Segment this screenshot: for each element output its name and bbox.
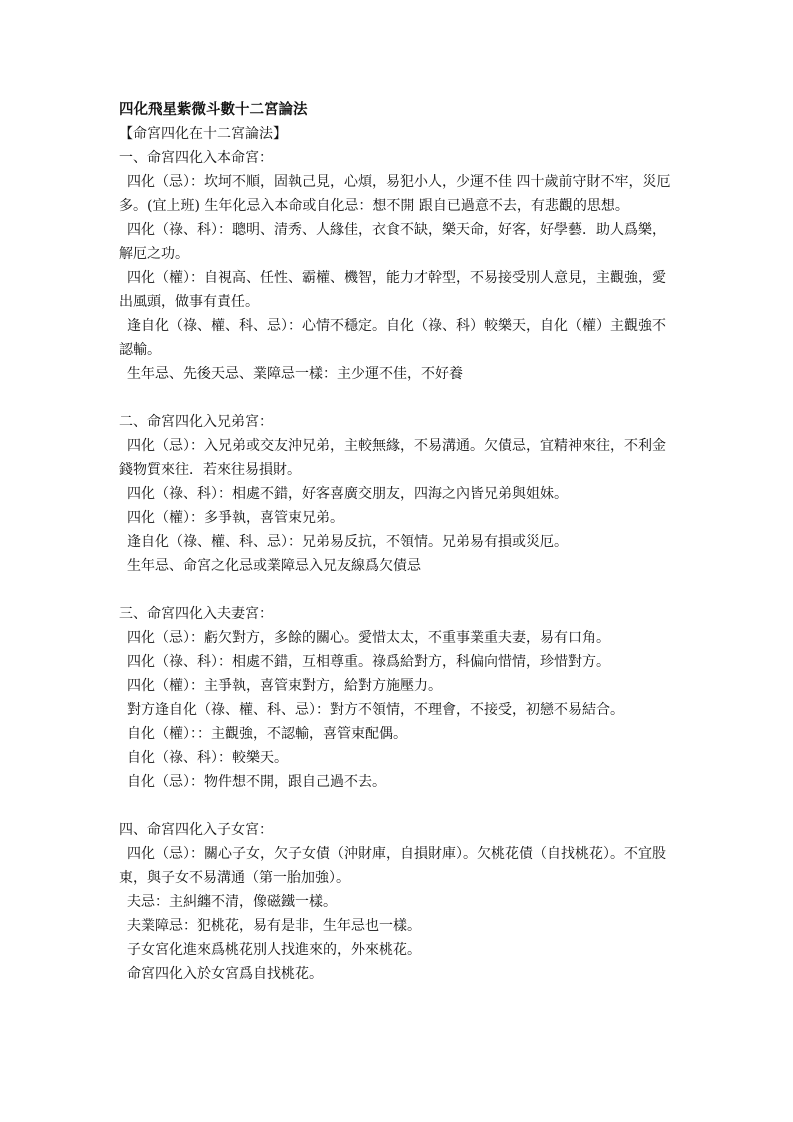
section-2 bbox=[119, 410, 679, 578]
section-paragraph: 四化（祿、科）：聰明、清秀、人緣佳，衣食不缺，樂天命，好客，好學藝．助人爲樂， 解厄之功。 bbox=[119, 222, 666, 262]
section-paragraph: 夫忌：主糾纏不清，像磁鐵一樣。 bbox=[127, 894, 337, 910]
section-paragraph: 四化（忌）：入兄弟或交友沖兄弟，主較無緣，不易溝通。欠債忌，宜精神來往，不利金錢物質來往．若來往易損財。 bbox=[119, 438, 666, 478]
section-paragraph: 四化（權）：自視高、任性、霸權、機智，能力才幹型，不易接受別人意見，主觀強，愛出風頭，做事有責任。 bbox=[119, 270, 666, 310]
section-4 bbox=[119, 818, 679, 986]
section-paragraph: 四化（祿、科）：相處不錯，好客喜廣交朋友，四海之內皆兄弟與姐妹。 bbox=[127, 486, 568, 502]
section-heading: 四、命宮四化入子女宮： bbox=[119, 822, 273, 838]
section-paragraph: 逢自化（祿、權、科、忌）：兄弟易反抗，不領情。兄弟易有損或災厄。 bbox=[127, 534, 568, 550]
section-paragraph: 四化（祿、科）：相處不錯，互相尊重。祿爲給對方，科偏向惜情，珍惜對方。 bbox=[127, 654, 610, 670]
section-paragraph: 自化（祿、科）：較樂天。 bbox=[127, 750, 288, 766]
section-1 bbox=[119, 146, 679, 386]
section-paragraph: 逢自化（祿、權、科、忌）：心情不穩定。自化（祿、科）較樂天，自化（權）主觀強不認輸。 bbox=[119, 318, 666, 358]
section-paragraph: 四化（權）：多爭執，喜管束兄弟。 bbox=[127, 510, 344, 526]
section-paragraph: 自化（權）：：主觀強，不認輸，喜管束配偶。 bbox=[127, 726, 407, 742]
document-body bbox=[119, 98, 679, 986]
section-paragraph: 四化（忌）：關心子女，欠子女債（沖財庫，自損財庫）。欠桃花債（自找桃花）。不宜股東，與子女不易溝通（第一胎加強）。 bbox=[119, 846, 666, 886]
section-paragraph: 四化（權）：主爭執，喜管束對方，給對方施壓力。 bbox=[127, 678, 442, 694]
section-heading: 二、命宮四化入兄弟宮： bbox=[119, 414, 273, 430]
section-heading: 三、命宮四化入夫妻宮： bbox=[119, 606, 273, 622]
section-paragraph: 生年忌、先後天忌、業障忌一樣：主少運不佳，不好養 bbox=[127, 366, 463, 382]
section-paragraph: 生年忌、命宮之化忌或業障忌入兄友線爲欠債忌 bbox=[127, 558, 421, 574]
section-spacer bbox=[119, 794, 679, 818]
section-paragraph: 自化（忌）：物件想不開，跟自己過不去。 bbox=[127, 774, 386, 790]
section-spacer bbox=[119, 578, 679, 602]
section-paragraph: 子女宮化進來爲桃花別人找進來的，外來桃花。 bbox=[127, 942, 421, 958]
section-paragraph: 四化（忌）：虧欠對方，多餘的關心。愛惜太太，不重事業重夫妻，易有口角。 bbox=[127, 630, 610, 646]
section-spacer bbox=[119, 386, 679, 410]
document-subtitle: 【命宮四化在十二宮論法】 bbox=[119, 126, 287, 142]
section-heading: 一、命宮四化入本命宮： bbox=[119, 150, 273, 166]
section-paragraph: 四化（忌）：坎坷不順，固執己見，心煩，易犯小人，少運不佳 四十歲前守財不牢，災厄多。(宜上班) 生年化忌入本命或自化忌：想不開 跟自已過意不去，有悲觀的思想。 bbox=[119, 174, 671, 214]
document-title: 四化飛星紫微斗數十二宮論法 bbox=[119, 101, 308, 118]
section-paragraph: 夫業障忌：犯桃花，易有是非，生年忌也一樣。 bbox=[127, 918, 421, 934]
section-paragraph: 對方逢自化（祿、權、科、忌）：對方不領情，不理會，不接受，初戀不易結合。 bbox=[127, 702, 624, 718]
section-paragraph: 命宮四化入於女宮爲自找桃花。 bbox=[127, 966, 323, 982]
section-3 bbox=[119, 602, 679, 794]
